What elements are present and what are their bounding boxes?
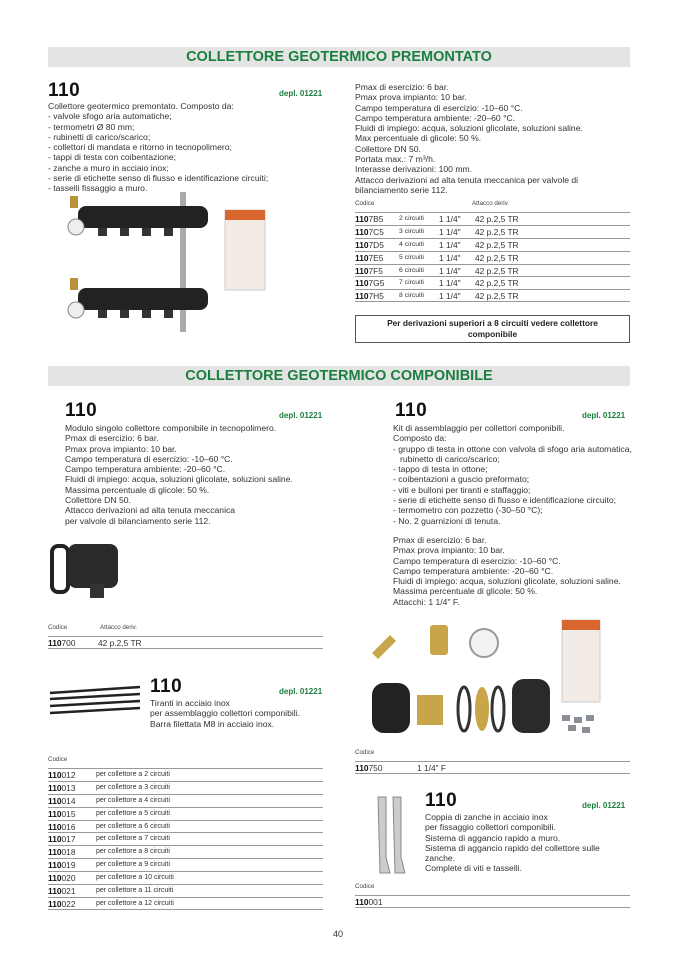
- desc-cell: per collettore a 6 circuiti: [96, 822, 170, 830]
- desc-cell: per collettore a 9 circuiti: [96, 861, 170, 869]
- code-suffix: 001: [368, 897, 383, 907]
- spec-line: Interasse derivazioni: 100 mm.: [355, 164, 473, 175]
- attacco-cell: 42 p.2,5 TR: [475, 278, 519, 289]
- desc-line: - No. 2 guarnizioni di tenuta.: [393, 515, 501, 526]
- code-prefix: 110: [355, 226, 369, 237]
- circuits-cell: 6 circuiti: [399, 266, 424, 274]
- desc-cell: per collettore a 10 circuiti: [96, 874, 174, 882]
- spec-line: Pmax di esercizio: 6 bar.: [393, 534, 487, 545]
- code-prefix: 110: [355, 252, 369, 263]
- col-header: Codice: [355, 200, 375, 207]
- page-number: 40: [333, 929, 344, 939]
- desc-cell: per collettore a 3 circuiti: [96, 783, 170, 791]
- code-suffix: 013: [61, 782, 76, 793]
- circuits-cell: 4 circuiti: [399, 240, 424, 248]
- tie-rods-image: [48, 685, 143, 715]
- desc-line: Modulo singolo collettore componibile in tecnopolimero.: [65, 423, 277, 433]
- product-code: 110: [65, 400, 98, 421]
- wall-brackets-image: [376, 795, 410, 877]
- code-prefix: 110: [48, 873, 62, 884]
- desc-line: Tiranti in acciaio inox: [150, 698, 230, 708]
- code-cell: [48, 782, 96, 794]
- code-suffix: 7E5: [368, 252, 384, 263]
- desc-line: rubinetto di carico/scarico;: [400, 453, 500, 464]
- size-cell: 1 1/4": [439, 226, 461, 237]
- code-prefix: 110: [48, 886, 62, 897]
- table-row: [48, 768, 323, 781]
- code-prefix: 110: [48, 795, 62, 806]
- code-prefix: 110: [355, 897, 369, 907]
- table-row: [48, 636, 323, 649]
- modulo-table: [48, 624, 323, 649]
- code-prefix: 110: [48, 860, 62, 871]
- desc-line: Sistema di aggancio rapido a muro.: [425, 832, 561, 843]
- code-suffix: 7D5: [368, 239, 384, 250]
- code-suffix: 019: [61, 860, 76, 871]
- note-line: componibile: [467, 329, 518, 339]
- spec-line: bilanciamento serie 112.: [355, 184, 448, 195]
- code-prefix: 110: [48, 638, 62, 648]
- col-header: Codice: [48, 756, 68, 763]
- code-cell: [48, 885, 96, 897]
- desc-line: - serie di etichette senso di flusso e identificazione circuito;: [393, 495, 617, 506]
- code-suffix: 015: [61, 808, 76, 819]
- desc-line: - tappo di testa in ottone;: [393, 464, 488, 475]
- code-suffix: 750: [368, 763, 383, 773]
- code-cell: [48, 637, 98, 648]
- desc-line: Coppia di zanche in acciaio inox: [425, 812, 548, 822]
- product-code: 110: [48, 80, 81, 101]
- table-row: [48, 820, 323, 833]
- code-prefix: 110: [355, 239, 369, 250]
- spec-line: Fluidi di impiego: acqua, soluzioni glicolate, soluzioni saline.: [393, 576, 621, 587]
- product-code: 110: [425, 790, 458, 811]
- desc-line: Massima percentuale di glicole: 50 %.: [65, 484, 210, 495]
- spec-line: Attacco derivazioni ad alta tenuta meccanica per valvole di: [355, 174, 579, 185]
- code-cell: [355, 277, 399, 289]
- desc-cell: per collettore a 4 circuiti: [96, 796, 170, 804]
- spec-line: Campo temperatura di esercizio: -10–60 °C.: [393, 555, 561, 566]
- table-row: [355, 761, 630, 774]
- circuits-cell: 3 circuiti: [399, 227, 424, 235]
- desc-line: Composto da:: [393, 433, 447, 444]
- desc-line: - collettori di mandata e ritorno in tecnopolimero;: [48, 142, 232, 153]
- desc-cell: per collettore a 5 circuiti: [96, 809, 170, 817]
- attacco-cell: 42 p.2,5 TR: [475, 214, 519, 224]
- desc-line: - tasselli fissaggio a muro.: [48, 183, 148, 194]
- code-prefix: 110: [48, 898, 62, 909]
- desc-line: Pmax di esercizio: 6 bar.: [65, 433, 159, 444]
- table-row: [48, 781, 323, 794]
- section-banner-premontato: COLLETTORE GEOTERMICO PREMONTATO: [48, 47, 630, 67]
- col-header: Codice: [355, 749, 375, 756]
- table-row: [48, 884, 323, 897]
- code-prefix: 110: [48, 847, 62, 858]
- depl-code: depl. 01221: [279, 687, 323, 696]
- premontato-description: [48, 101, 268, 194]
- depl-code: depl. 01221: [582, 801, 626, 810]
- table-row: [48, 832, 323, 845]
- manifold-image: [58, 192, 273, 344]
- zanche-description: [425, 812, 600, 874]
- desc-line: Attacco derivazioni ad alta tenuta meccanica: [65, 505, 236, 516]
- code-prefix: 110: [48, 770, 62, 780]
- code-cell: [48, 821, 96, 833]
- desc-line: - rubinetti di carico/scarico;: [48, 131, 151, 142]
- premontato-specs: [355, 82, 583, 195]
- spec-line: Pmax di esercizio: 6 bar.: [355, 82, 449, 92]
- code-prefix: 110: [355, 291, 369, 302]
- table-row: [355, 251, 630, 264]
- code-prefix: 110: [355, 763, 369, 773]
- desc-line: Fluidi di impiego: acqua, soluzioni glicolate, soluzioni saline.: [65, 474, 293, 485]
- attacco-cell: 42 p.2,5 TR: [475, 239, 519, 250]
- desc-line: - valvole sfogo aria automatiche;: [48, 111, 172, 122]
- size-cell: 1 1/4": [439, 252, 461, 263]
- table-row: [48, 871, 323, 884]
- depl-code: depl. 01221: [279, 411, 323, 420]
- table-row: [48, 858, 323, 871]
- desc-line: - coibentazioni a guscio preformato;: [393, 474, 530, 485]
- code-cell: [48, 808, 96, 820]
- attacco-cell: 1 1/4" F: [417, 763, 447, 773]
- code-suffix: 017: [61, 834, 76, 845]
- note-box: [355, 315, 630, 343]
- product-code: 110: [150, 676, 183, 697]
- attacco-cell: 42 p.2,5 TR: [475, 265, 519, 276]
- code-cell: [355, 762, 417, 773]
- spec-line: Collettore DN 50.: [355, 143, 421, 154]
- desc-cell: per collettore a 11 circuiti: [96, 887, 174, 895]
- size-cell: 1 1/4": [439, 265, 461, 276]
- desc-line: per assemblaggio collettori componibili.: [150, 708, 300, 719]
- code-cell: [355, 239, 399, 251]
- desc-line: - serie di etichette senso di flusso e identificazione circuiti;: [48, 173, 269, 184]
- desc-line: Sistema di aggancio rapido del collettore sulle: [425, 842, 600, 853]
- table-row: [355, 264, 630, 277]
- code-suffix: 014: [61, 795, 76, 806]
- desc-line: Kit di assemblaggio per collettori componibili.: [393, 423, 565, 433]
- code-prefix: 110: [355, 214, 369, 224]
- desc-cell: per collettore a 7 circuiti: [96, 835, 170, 843]
- spec-line: Attacchi: 1 1/4" F.: [393, 596, 460, 607]
- code-suffix: 022: [61, 898, 76, 909]
- table-row: [355, 289, 630, 302]
- size-cell: 1 1/4": [439, 291, 461, 302]
- col-header: Codice: [355, 883, 375, 890]
- kit-table: [355, 749, 630, 774]
- circuits-cell: 5 circuiti: [399, 253, 424, 261]
- code-cell: [48, 769, 96, 781]
- code-prefix: 110: [48, 808, 62, 819]
- tiranti-description: [150, 698, 300, 729]
- module-image: [50, 538, 140, 602]
- spec-line: Fluidi di impiego: acqua, soluzioni glicolate, soluzioni saline.: [355, 123, 583, 134]
- attacco-cell: 42 p.2,5 TR: [475, 252, 519, 263]
- kit-description: [393, 423, 632, 607]
- depl-code: depl. 01221: [582, 411, 626, 420]
- note-line: Per derivazioni superiori a 8 circuiti vedere collettore: [387, 318, 598, 328]
- code-suffix: 7C5: [368, 226, 384, 237]
- depl-code: depl. 01221: [279, 89, 323, 98]
- code-prefix: 110: [355, 278, 369, 289]
- circuits-cell: 2 circuiti: [399, 215, 424, 222]
- table-row: [355, 276, 630, 289]
- desc-line: - termometro con pozzetto (-30–50 °C);: [393, 505, 543, 516]
- code-prefix: 110: [48, 782, 62, 793]
- code-cell: [48, 833, 96, 845]
- table-row: [355, 238, 630, 251]
- col-header: Attacco deriv.: [100, 624, 138, 631]
- table-row: [48, 794, 323, 807]
- code-suffix: 700: [61, 638, 76, 648]
- circuits-cell: 8 circuiti: [399, 292, 424, 300]
- code-cell: [355, 290, 399, 301]
- desc-line: - zanche a muro in acciaio inox;: [48, 162, 169, 173]
- code-cell: [48, 898, 96, 909]
- desc-line: Collettore geotermico premontato. Composto da:: [48, 101, 234, 111]
- table-row: [355, 225, 630, 238]
- zanche-table: [355, 883, 630, 908]
- table-row: [48, 807, 323, 820]
- size-cell: 1 1/4": [439, 214, 461, 224]
- desc-cell: per collettore a 12 circuiti: [96, 899, 174, 907]
- code-cell: [48, 859, 96, 871]
- code-suffix: 020: [61, 873, 76, 884]
- section-banner-componibile: COLLETTORE GEOTERMICO COMPONIBILE: [48, 366, 630, 386]
- attacco-cell: 42 p.2,5 TR: [475, 291, 519, 302]
- desc-line: Collettore DN 50.: [65, 495, 131, 506]
- col-header: Codice: [48, 624, 68, 631]
- size-cell: 1 1/4": [439, 278, 461, 289]
- spec-line: Campo temperatura di esercizio: -10–60 °C.: [355, 102, 523, 113]
- table-row: [355, 212, 630, 225]
- attacco-cell: 42 p.2,5 TR: [98, 638, 142, 648]
- desc-line: per fissaggio collettori componibili.: [425, 822, 556, 833]
- code-cell: [355, 265, 399, 277]
- desc-line: zanche.: [425, 853, 456, 864]
- tiranti-table: [48, 756, 323, 910]
- code-cell: [48, 872, 96, 884]
- table-row: [48, 845, 323, 858]
- desc-line: - gruppo di testa in ottone con valvola di sfogo aria automatica,: [393, 443, 632, 454]
- desc-line: Campo temperatura di esercizio: -10–60 °C.: [65, 453, 233, 464]
- desc-line: Barra filettata M8 in acciaio inox.: [150, 718, 275, 729]
- desc-line: - tappi di testa con coibentazione;: [48, 152, 177, 163]
- spec-line: Campo temperatura ambiente: -20–60 °C.: [355, 112, 516, 123]
- circuits-cell: 7 circuiti: [399, 279, 424, 287]
- code-cell: [48, 846, 96, 858]
- code-prefix: 110: [355, 265, 369, 276]
- code-prefix: 110: [48, 834, 62, 845]
- kit-components-image: [362, 615, 632, 745]
- spec-line: Portata max.: 7 m³/h.: [355, 154, 436, 165]
- code-suffix: 7B5: [368, 214, 384, 224]
- product-code: 110: [395, 400, 428, 421]
- spec-line: Pmax prova impianto: 10 bar.: [393, 545, 505, 556]
- desc-line: Pmax prova impianto: 10 bar.: [65, 443, 177, 454]
- modulo-description: [65, 423, 293, 526]
- desc-line: Campo temperatura ambiente: -20–60 °C.: [65, 464, 226, 475]
- attacco-cell: 42 p.2,5 TR: [475, 226, 519, 237]
- code-suffix: 018: [61, 847, 76, 858]
- desc-line: per valvole di bilanciamento serie 112.: [65, 515, 211, 526]
- code-suffix: 016: [61, 821, 76, 832]
- code-cell: [355, 226, 399, 238]
- spec-line: Max percentuale di glicole: 50 %.: [355, 133, 482, 144]
- table-row: [355, 895, 630, 908]
- code-prefix: 110: [48, 821, 62, 832]
- code-suffix: 012: [61, 770, 76, 780]
- code-cell: [355, 213, 399, 225]
- code-cell: [355, 252, 399, 264]
- code-suffix: 021: [61, 886, 76, 897]
- table-row: [48, 897, 323, 910]
- spec-line: Massima percentuale di glicole: 50 %.: [393, 586, 538, 597]
- col-header: Attacco deriv.: [472, 200, 510, 207]
- desc-line: - termometri Ø 80 mm;: [48, 121, 135, 132]
- code-cell: [355, 896, 417, 907]
- desc-cell: per collettore a 8 circuiti: [96, 848, 170, 856]
- desc-line: - viti e bulloni per tiranti e staffaggio;: [393, 484, 531, 495]
- code-suffix: 7F5: [368, 265, 383, 276]
- premontato-table: [355, 200, 630, 302]
- desc-line: Complete di viti e tasselli.: [425, 863, 522, 874]
- size-cell: 1 1/4": [439, 239, 461, 250]
- code-suffix: 7H5: [368, 291, 384, 302]
- spec-line: Pmax prova impianto: 10 bar.: [355, 92, 467, 103]
- code-cell: [48, 795, 96, 807]
- spec-line: Campo temperatura ambiente: -20–60 °C.: [393, 565, 554, 576]
- code-suffix: 7G5: [368, 278, 385, 289]
- desc-cell: per collettore a 2 circuiti: [96, 771, 170, 778]
